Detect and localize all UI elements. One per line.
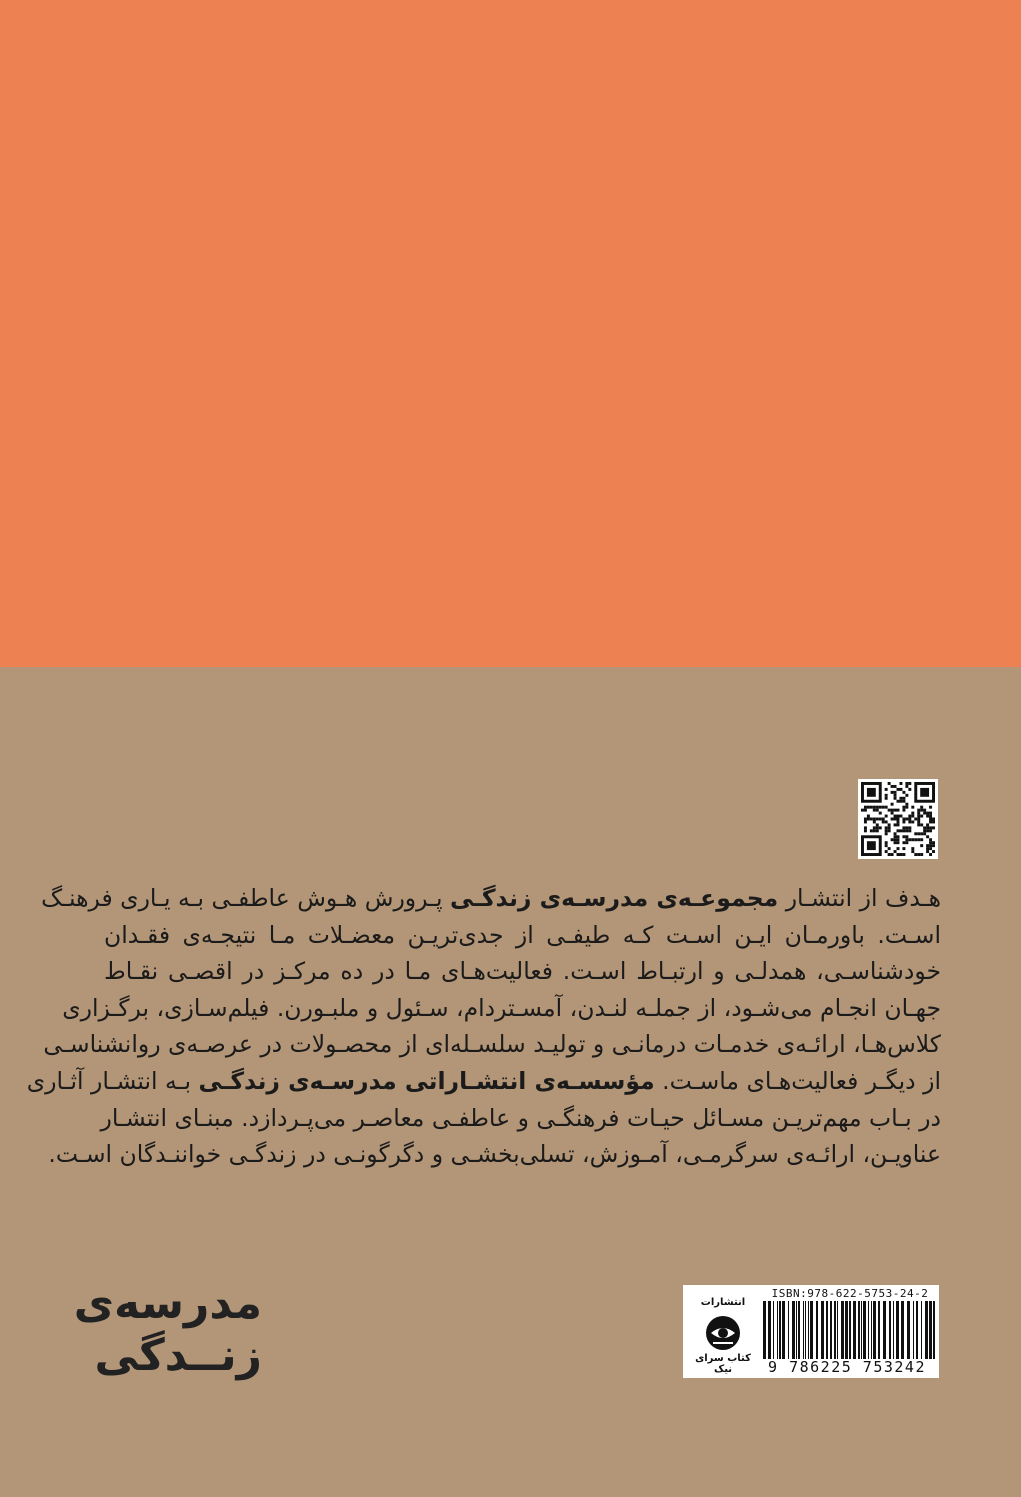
series-logo-line-1: مدرسه‌ی (73, 1278, 262, 1329)
description-bold-text: مؤسسـه‌ی انتشـاراتی مدرسـه‌ی زندگـی (198, 1066, 655, 1095)
description-text: کلاس‌هـا، ارائـه‌ی خدمـات درمانـی و تولیـد سلسـله‌ای از محصـولات در عرصـه‌ی روانشناسـی (43, 1030, 941, 1059)
series-logo (73, 1278, 262, 1382)
barcode-panel (683, 1285, 939, 1378)
qr-code-graphic (861, 782, 935, 856)
description-line (104, 917, 941, 954)
isbn-label: ISBN:978-622-5753-24-2 (771, 1287, 929, 1300)
description-line (100, 1100, 941, 1137)
publisher-logo-bottom-text: کتاب سرای نیک (695, 1353, 751, 1375)
publisher-emblem-icon (703, 1313, 743, 1353)
description-line (48, 1136, 941, 1173)
back-cover-description (26, 880, 941, 1173)
description-line (62, 990, 941, 1027)
description-text: بـه انتشـار آثـاری (26, 1066, 199, 1095)
description-line (26, 1063, 941, 1100)
qr-code (858, 779, 938, 859)
publisher-logo (689, 1293, 757, 1375)
description-bold-text: مجموعـه‌ی مدرسـه‌ی زندگـی (450, 884, 779, 912)
ean-digits: 9 786225 753242 (768, 1358, 926, 1376)
description-text: هـدف از انتشـار (778, 884, 941, 912)
description-text: جهـان انجـام می‌شـود، از جملـه لنـدن، آمسـتردام، سـئول و ملبـورن. فیلم‌سـازی، برگـزاری (62, 993, 941, 1022)
description-text: پـرورش هـوش عاطفـی بـه یـاری فرهنـگ (41, 884, 451, 912)
description-line (43, 1026, 941, 1063)
description-text: عناویـن، ارائـه‌ی سرگرمـی، آمـوزش، تسلی‌بخشـی و دگرگونـی در زندگـی خواننـدگان اسـت. (48, 1140, 941, 1169)
series-logo-line-2: زنــدگی (94, 1330, 262, 1381)
barcode-bars (763, 1301, 935, 1359)
publisher-logo-top-text: انتشارات (700, 1297, 746, 1308)
description-line (104, 953, 941, 990)
cover-top-band (0, 0, 1021, 667)
description-text: اسـت. باورمـان ایـن اسـت کـه طیفـی از جدی‌تریـن معضـلات مـا نتیجـه‌ی فقـدان (104, 920, 941, 949)
description-text: از دیگـر فعالیت‌هـای ماسـت. (654, 1066, 941, 1095)
description-text: در بـاب مهم‌تریـن مسـائل حیـات فرهنگـی و عاطفـی معاصـر می‌پـردازد. مبنـای انتشـار (100, 1103, 941, 1132)
description-text: خودشناسـی، همدلـی و ارتبـاط اسـت. فعالیت‌هـای مـا در ده مرکـز در اقصـی نقـاط (104, 957, 941, 986)
description-line (41, 880, 941, 917)
